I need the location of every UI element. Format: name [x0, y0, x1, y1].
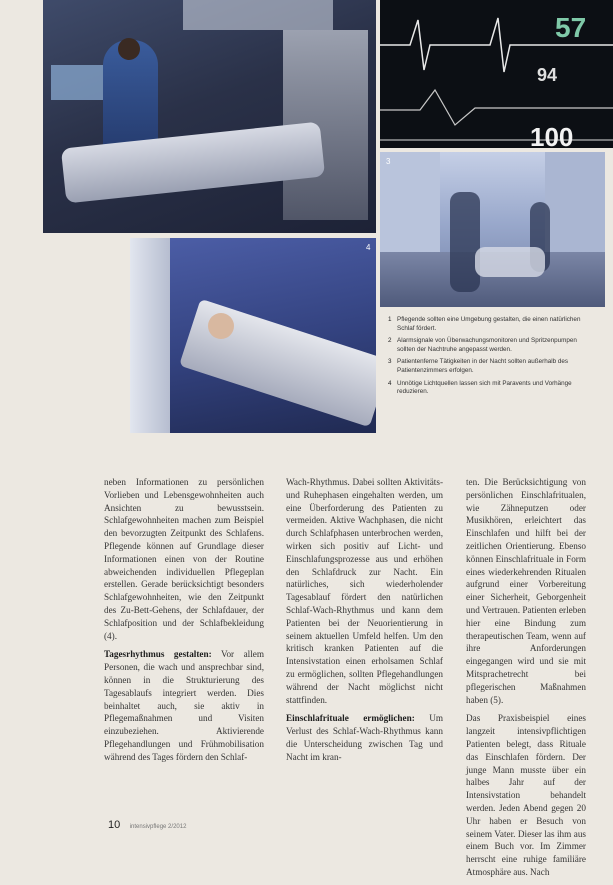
- patient-face: [208, 313, 234, 339]
- nurse-head: [118, 38, 140, 60]
- icu-photo: [43, 0, 376, 233]
- spo2-value: 94: [537, 65, 558, 85]
- caption: 4 Unnötige Lichtquellen lassen sich mit Paravents und Vorhänge reduzieren.: [388, 379, 572, 396]
- heart-rate-value: 57: [555, 12, 587, 43]
- pressure-value: 100: [530, 122, 574, 148]
- caption: 2 Alarmsignale von Überwachungsmonitoren und Spritzenpumpen sollten der Nachtruhe angepasst werden.: [388, 337, 577, 353]
- text-column-1: [104, 476, 264, 770]
- hospital-bed: [179, 299, 376, 427]
- page-number: 10: [108, 819, 121, 831]
- curtain: [130, 238, 170, 433]
- patient-bed-photo: [130, 238, 376, 433]
- rolling-bed: [475, 247, 545, 277]
- vital-monitor-photo: [380, 0, 613, 148]
- corridor-photo: [380, 152, 605, 307]
- paragraph: neben Informationen zu persönlichen Vorlieben und Lebensgewohnheiten auch Ansichten zu bewusstsein. Schlafgewohnheiten machen zum Beispiel den bevorzugten Zeitpunkt des Schlafens. Pflegende können auf Grundlage dieser Informationen einen von der Routine abweichenden individuellen Pflegeplan erstellen. Gerade berücksichtigt besonders Schlafgewohnheiten, wie den Zeitpunkt des Zu-Bett-Gehens, der Schlafdauer, der Schlafposition und der Schlafbekleidung (4).: [104, 477, 264, 641]
- paragraph: Tagesrhythmus gestalten: Vor allem Personen, die wach und ansprechbar sind, können in die Strukturierung des Tagesablaufs integriert werden. Dies beinhaltet auch, sie aktiv in Pflegemaßnahmen und Visiten einzubeziehen. Aktivierende Pflegehandlungen und Frühmobilisation während des Tages fördern den Schlaf-: [104, 649, 264, 762]
- photo-captions: [388, 316, 593, 401]
- subheading: Einschlafrituale ermöglichen:: [286, 713, 415, 724]
- figure-number: 4: [366, 243, 371, 252]
- monitor-screen: [51, 65, 103, 100]
- text-column-2: [286, 476, 443, 770]
- paragraph: Das Praxisbeispiel eines langzeit intensivpflichtigen Patienten belegt, dass Rituale das Einschlafen fördern. Der junge Mann musste über ein halbes Jahr auf der Intensivstation behandelt werden. Jeden Abend gegen 20 Uhr haben er Besuch von seinem Vater. Dieser las ihm aus einem Buch vor. Im Zimmer herrscht eine ruhige familiäre Atmosphäre aus. Nach: [466, 713, 586, 877]
- page-footer: [108, 815, 186, 833]
- publication-name: intensivpflege 2/2012: [129, 824, 187, 830]
- text-column-3: [466, 476, 586, 885]
- blurred-figure: [450, 192, 480, 292]
- ceiling-light: [183, 0, 333, 30]
- figure-number: 3: [386, 157, 391, 166]
- subheading: Tagesrhythmus gestalten:: [104, 649, 212, 660]
- caption: 3 Patientenferne Tätigkeiten in der Nacht sollten außerhalb des Patientenzimmers erfolgen.: [388, 358, 569, 374]
- caption: 1 Pflegende sollten eine Umgebung gestalten, die einen natürlichen Schlaf fördert.: [388, 316, 581, 332]
- paragraph: Wach-Rhythmus. Dabei sollten Aktivitäts- und Ruhephasen eingehalten werden, um eine Überforderung des Patienten zu vermeiden. Aktive Wachphasen, die nicht durch Schlafphasen unterbrochen werden, wirken sich positiv auf Licht- und Einschlafungsprozesse aus und erhöhen den Schlafdruck zur Nacht. Ein natürliches, sich wiederholender Tagesablauf fördert den natürlichen Schlaf-Wach-Rhythmus und kann dem Patienten bei der Neuorientierung in seinem aktuellen Umfeld helfen. Um den kritisch kranken Patienten auf die Intensivstation einen erholsamen Schlaf zu ermöglichen, sollten Pflegehandlungen während der Nacht möglichst nicht stattfinden.: [286, 477, 443, 705]
- paragraph: Einschlafrituale ermöglichen: Um Verlust des Schlaf-Wach-Rhythmus kann die Unterscheidung zwischen Tag und Nacht im kran-: [286, 713, 443, 762]
- paragraph: ten. Die Berücksichtigung von persönlichen Einschlafritualen, wie Zähneputzen oder Musikhören, erleichtert das Einschlafen und hilft bei der zeitlichen Orientierung. Ebenso können Einschlafrituale in Form eines wiederkehrenden Ritualen aufgrund einer Vorbereitung einer Sicherheit, Geborgenheit und Vertrauen. Patienten erleben hier eine Bindung zum therapeutischen Team, wenn auf ihre Anforderungen eingegangen wird und sie mit Mitsprachetrecht bei pflegerischen Maßnahmen haben (5).: [466, 477, 586, 705]
